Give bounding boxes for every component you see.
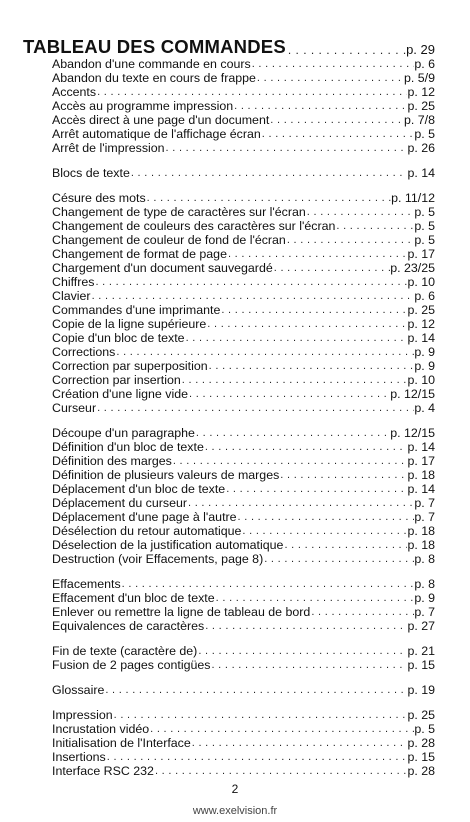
entry-label: Incrustation vidéo xyxy=(52,722,150,736)
entry-page-reference: p. 17 xyxy=(407,247,435,261)
list-item xyxy=(52,645,435,658)
list-item xyxy=(52,86,435,99)
list-item xyxy=(52,262,435,275)
list-item xyxy=(52,72,435,85)
list-item xyxy=(52,374,435,387)
list-item xyxy=(52,58,435,71)
list-item xyxy=(52,751,435,764)
leader-dots xyxy=(130,167,408,180)
list-item xyxy=(52,469,435,482)
entry-page-reference: p. 14 xyxy=(407,440,435,454)
list-item xyxy=(52,553,435,566)
page-reference: p. 29 xyxy=(406,42,435,57)
entry-page-reference: p. 12/15 xyxy=(390,426,435,440)
leader-dots xyxy=(204,620,407,633)
entry-label: Chargement d'un document sauvegardé xyxy=(52,261,273,275)
entry-page-reference: p. 18 xyxy=(407,538,435,552)
list-item xyxy=(52,128,435,141)
list-item xyxy=(52,220,435,233)
entry-page-reference: p. 6 xyxy=(414,57,435,71)
list-item xyxy=(52,100,435,113)
list-item xyxy=(52,455,435,468)
list-item xyxy=(52,511,435,524)
entry-label: Copie d'un bloc de texte xyxy=(52,331,185,345)
leader-dots xyxy=(263,553,414,566)
leader-dots xyxy=(113,709,408,722)
list-item xyxy=(52,620,435,633)
entry-page-reference: p. 10 xyxy=(407,373,435,387)
entry-label: Curseur xyxy=(52,401,97,415)
leader-dots xyxy=(279,469,407,482)
entry-label: Déplacement d'un bloc de texte xyxy=(52,482,226,496)
entry-label: Blocs de texte xyxy=(52,166,130,180)
entry-label: Arrêt de l'impression xyxy=(52,141,165,155)
leader-dots xyxy=(210,659,407,672)
entry-label: Changement de type de caractères sur l'écran xyxy=(52,205,306,219)
entry-label: Correction par insertion xyxy=(52,373,181,387)
entry-label: Fin de texte (caractère de) xyxy=(52,644,198,658)
list-item xyxy=(52,360,435,373)
entry-page-reference: p. 23/25 xyxy=(390,261,435,275)
entry-page-reference: p. 5 xyxy=(414,205,435,219)
leader-dots xyxy=(187,497,414,510)
entry-label: Correction par superposition xyxy=(52,359,208,373)
list-item xyxy=(52,332,435,345)
entry-label: Changement de format de page xyxy=(52,247,227,261)
entry-page-reference: p. 5 xyxy=(414,722,435,736)
entry-page-reference: p. 7 xyxy=(414,605,435,619)
list-item xyxy=(52,709,435,722)
entry-label: Désélection du retour automatique xyxy=(52,524,242,538)
list-item xyxy=(52,276,435,289)
list-item xyxy=(52,737,435,750)
leader-dots xyxy=(206,318,407,331)
leader-dots xyxy=(188,388,390,401)
entry-page-reference: p. 5 xyxy=(414,219,435,233)
list-item xyxy=(52,525,435,538)
entry-page-reference: p. 14 xyxy=(407,331,435,345)
entry-label: Glossaire xyxy=(52,683,105,697)
leader-dots xyxy=(172,455,408,468)
entry-label: Changement de couleur de fond de l'écran xyxy=(52,233,286,247)
entry-page-reference: p. 7 xyxy=(414,496,435,510)
leader-dots xyxy=(96,402,414,415)
leader-dots xyxy=(104,684,407,697)
leader-dots xyxy=(225,483,407,496)
entry-page-reference: p. 7/8 xyxy=(403,113,435,127)
entry-page-reference: p. 26 xyxy=(407,141,435,155)
entry-page-reference: p. 10 xyxy=(407,275,435,289)
entry-page-reference: p. 18 xyxy=(407,468,435,482)
leader-dots xyxy=(335,220,414,233)
entry-page-reference: p. 14 xyxy=(407,482,435,496)
entry-page-reference: p. 19 xyxy=(407,683,435,697)
entry-label: Copie de la ligne supérieure xyxy=(52,317,207,331)
leader-dots xyxy=(94,276,407,289)
leader-dots xyxy=(261,128,415,141)
list-item xyxy=(52,167,435,180)
entry-label: Initialisation de l'Interface xyxy=(52,736,191,750)
leader-dots xyxy=(241,525,407,538)
entry-page-reference: p. 17 xyxy=(407,454,435,468)
list-item xyxy=(52,427,435,440)
entry-page-reference: p. 15 xyxy=(407,750,435,764)
entry-label: Accents xyxy=(52,85,97,99)
entry-page-reference: p. 15 xyxy=(407,658,435,672)
leader-dots xyxy=(96,86,407,99)
entry-page-reference: p. 6 xyxy=(414,289,435,303)
entry-label: Chiffres xyxy=(52,275,95,289)
entry-page-reference: p. 25 xyxy=(407,708,435,722)
entry-page-reference: p. 7 xyxy=(414,510,435,524)
leader-dots xyxy=(149,723,414,736)
table-heading xyxy=(23,37,435,57)
leader-dots xyxy=(273,262,390,275)
leader-dots xyxy=(185,332,408,345)
entry-label: Corrections xyxy=(52,345,116,359)
leader-dots xyxy=(306,206,415,219)
leader-dots xyxy=(215,592,415,605)
list-item xyxy=(52,290,435,303)
entry-page-reference: p. 21 xyxy=(407,644,435,658)
list-item xyxy=(52,765,435,778)
list-item xyxy=(52,441,435,454)
entry-label: Découpe d'un paragraphe xyxy=(52,426,195,440)
leader-dots xyxy=(115,346,414,359)
list-item xyxy=(52,606,435,619)
leader-dots xyxy=(91,290,415,303)
list-item xyxy=(52,248,435,261)
entry-page-reference: p. 27 xyxy=(407,619,435,633)
entry-page-reference: p. 28 xyxy=(407,764,435,778)
entry-page-reference: p. 12 xyxy=(407,85,435,99)
entry-label: Abandon d'une commande en cours xyxy=(52,57,251,71)
list-item xyxy=(52,318,435,331)
leader-dots xyxy=(256,72,404,85)
entry-page-reference: p. 9 xyxy=(414,591,435,605)
entry-page-reference: p. 5 xyxy=(414,127,435,141)
entry-page-reference: p. 5/9 xyxy=(403,71,435,85)
leader-dots xyxy=(181,374,408,387)
entry-label: Changement de couleurs des caractères sur l'écran xyxy=(52,219,336,233)
leader-dots xyxy=(197,645,407,658)
entry-label: Création d'une ligne vide xyxy=(52,387,189,401)
entry-page-reference: p. 8 xyxy=(414,552,435,566)
website-url: www.exelvision.fr xyxy=(192,805,278,817)
list-item xyxy=(52,539,435,552)
entry-label: Accès au programme impression xyxy=(52,99,234,113)
list-item xyxy=(52,206,435,219)
entry-label: Définition des marges xyxy=(52,454,172,468)
entry-label: Définition d'un bloc de texte xyxy=(52,440,204,454)
entry-label: Enlever ou remettre la ligne de tableau de bord xyxy=(52,605,311,619)
entry-label: Insertions xyxy=(52,750,106,764)
leader-dots xyxy=(286,44,406,57)
entry-page-reference: p. 9 xyxy=(414,359,435,373)
list-item xyxy=(52,497,435,510)
entry-page-reference: p. 12 xyxy=(407,317,435,331)
entry-label: Equivalences de caractères xyxy=(52,619,205,633)
list-item xyxy=(52,114,435,127)
entry-label: Interface RSC 232 xyxy=(52,764,154,778)
entry-page-reference: p. 25 xyxy=(407,303,435,317)
entry-label: Définition de plusieurs valeurs de marges xyxy=(52,468,280,482)
entry-page-reference: p. 9 xyxy=(414,345,435,359)
entry-label: Abandon du texte en cours de frappe xyxy=(52,71,256,85)
entry-page-reference: p. 14 xyxy=(407,166,435,180)
list-item xyxy=(52,592,435,605)
entry-page-reference: p. 4 xyxy=(414,401,435,415)
list-item xyxy=(52,388,435,401)
leader-dots xyxy=(146,192,391,205)
leader-dots xyxy=(154,765,408,778)
entry-label: Accès direct à une page d'un document xyxy=(52,113,270,127)
entry-label: Clavier xyxy=(52,289,91,303)
entry-label: Déselection de la justification automatique xyxy=(52,538,284,552)
list-item xyxy=(52,659,435,672)
entry-page-reference: p. 5 xyxy=(414,233,435,247)
leader-dots xyxy=(269,114,404,127)
leader-dots xyxy=(204,441,408,454)
list-item xyxy=(52,402,435,415)
list-item xyxy=(52,684,435,697)
list-item xyxy=(52,304,435,317)
entry-label: Effacements xyxy=(52,577,121,591)
list-item xyxy=(52,578,435,591)
entry-label: Arrêt automatique de l'affichage écran xyxy=(52,127,261,141)
leader-dots xyxy=(286,234,415,247)
entry-label: Destruction (voir Effacements, page 8) xyxy=(52,552,264,566)
leader-dots xyxy=(191,737,408,750)
leader-dots xyxy=(237,511,415,524)
leader-dots xyxy=(165,142,408,155)
leader-dots xyxy=(106,751,408,764)
list-item xyxy=(52,234,435,247)
entry-page-reference: p. 28 xyxy=(407,736,435,750)
leader-dots xyxy=(121,578,415,591)
entry-label: Fusion de 2 pages contigües xyxy=(52,658,211,672)
entry-label: Impression xyxy=(52,708,113,722)
entry-page-reference: p. 25 xyxy=(407,99,435,113)
list-item xyxy=(52,346,435,359)
list-item xyxy=(52,723,435,736)
entry-label: Césure des mots xyxy=(52,191,146,205)
list-item xyxy=(52,142,435,155)
leader-dots xyxy=(227,248,407,261)
entry-label: Déplacement du curseur xyxy=(52,496,187,510)
leader-dots xyxy=(251,58,415,71)
leader-dots xyxy=(310,606,414,619)
page-number: 2 xyxy=(231,782,239,796)
leader-dots xyxy=(220,304,407,317)
leader-dots xyxy=(208,360,415,373)
entry-page-reference: p. 12/15 xyxy=(390,387,435,401)
entry-label: Effacement d'un bloc de texte xyxy=(52,591,215,605)
leader-dots xyxy=(233,100,407,113)
entry-page-reference: p. 18 xyxy=(407,524,435,538)
entry-page-reference: p. 8 xyxy=(414,577,435,591)
leader-dots xyxy=(195,427,390,440)
entry-label: Déplacement d'une page à l'autre xyxy=(52,510,237,524)
entry-page-reference: p. 11/12 xyxy=(391,191,435,205)
page-title: TABLEAU DES COMMANDES xyxy=(23,36,286,57)
entry-label: Commandes d'une imprimante xyxy=(52,303,221,317)
list-item xyxy=(52,192,435,205)
leader-dots xyxy=(283,539,407,552)
list-item xyxy=(52,483,435,496)
